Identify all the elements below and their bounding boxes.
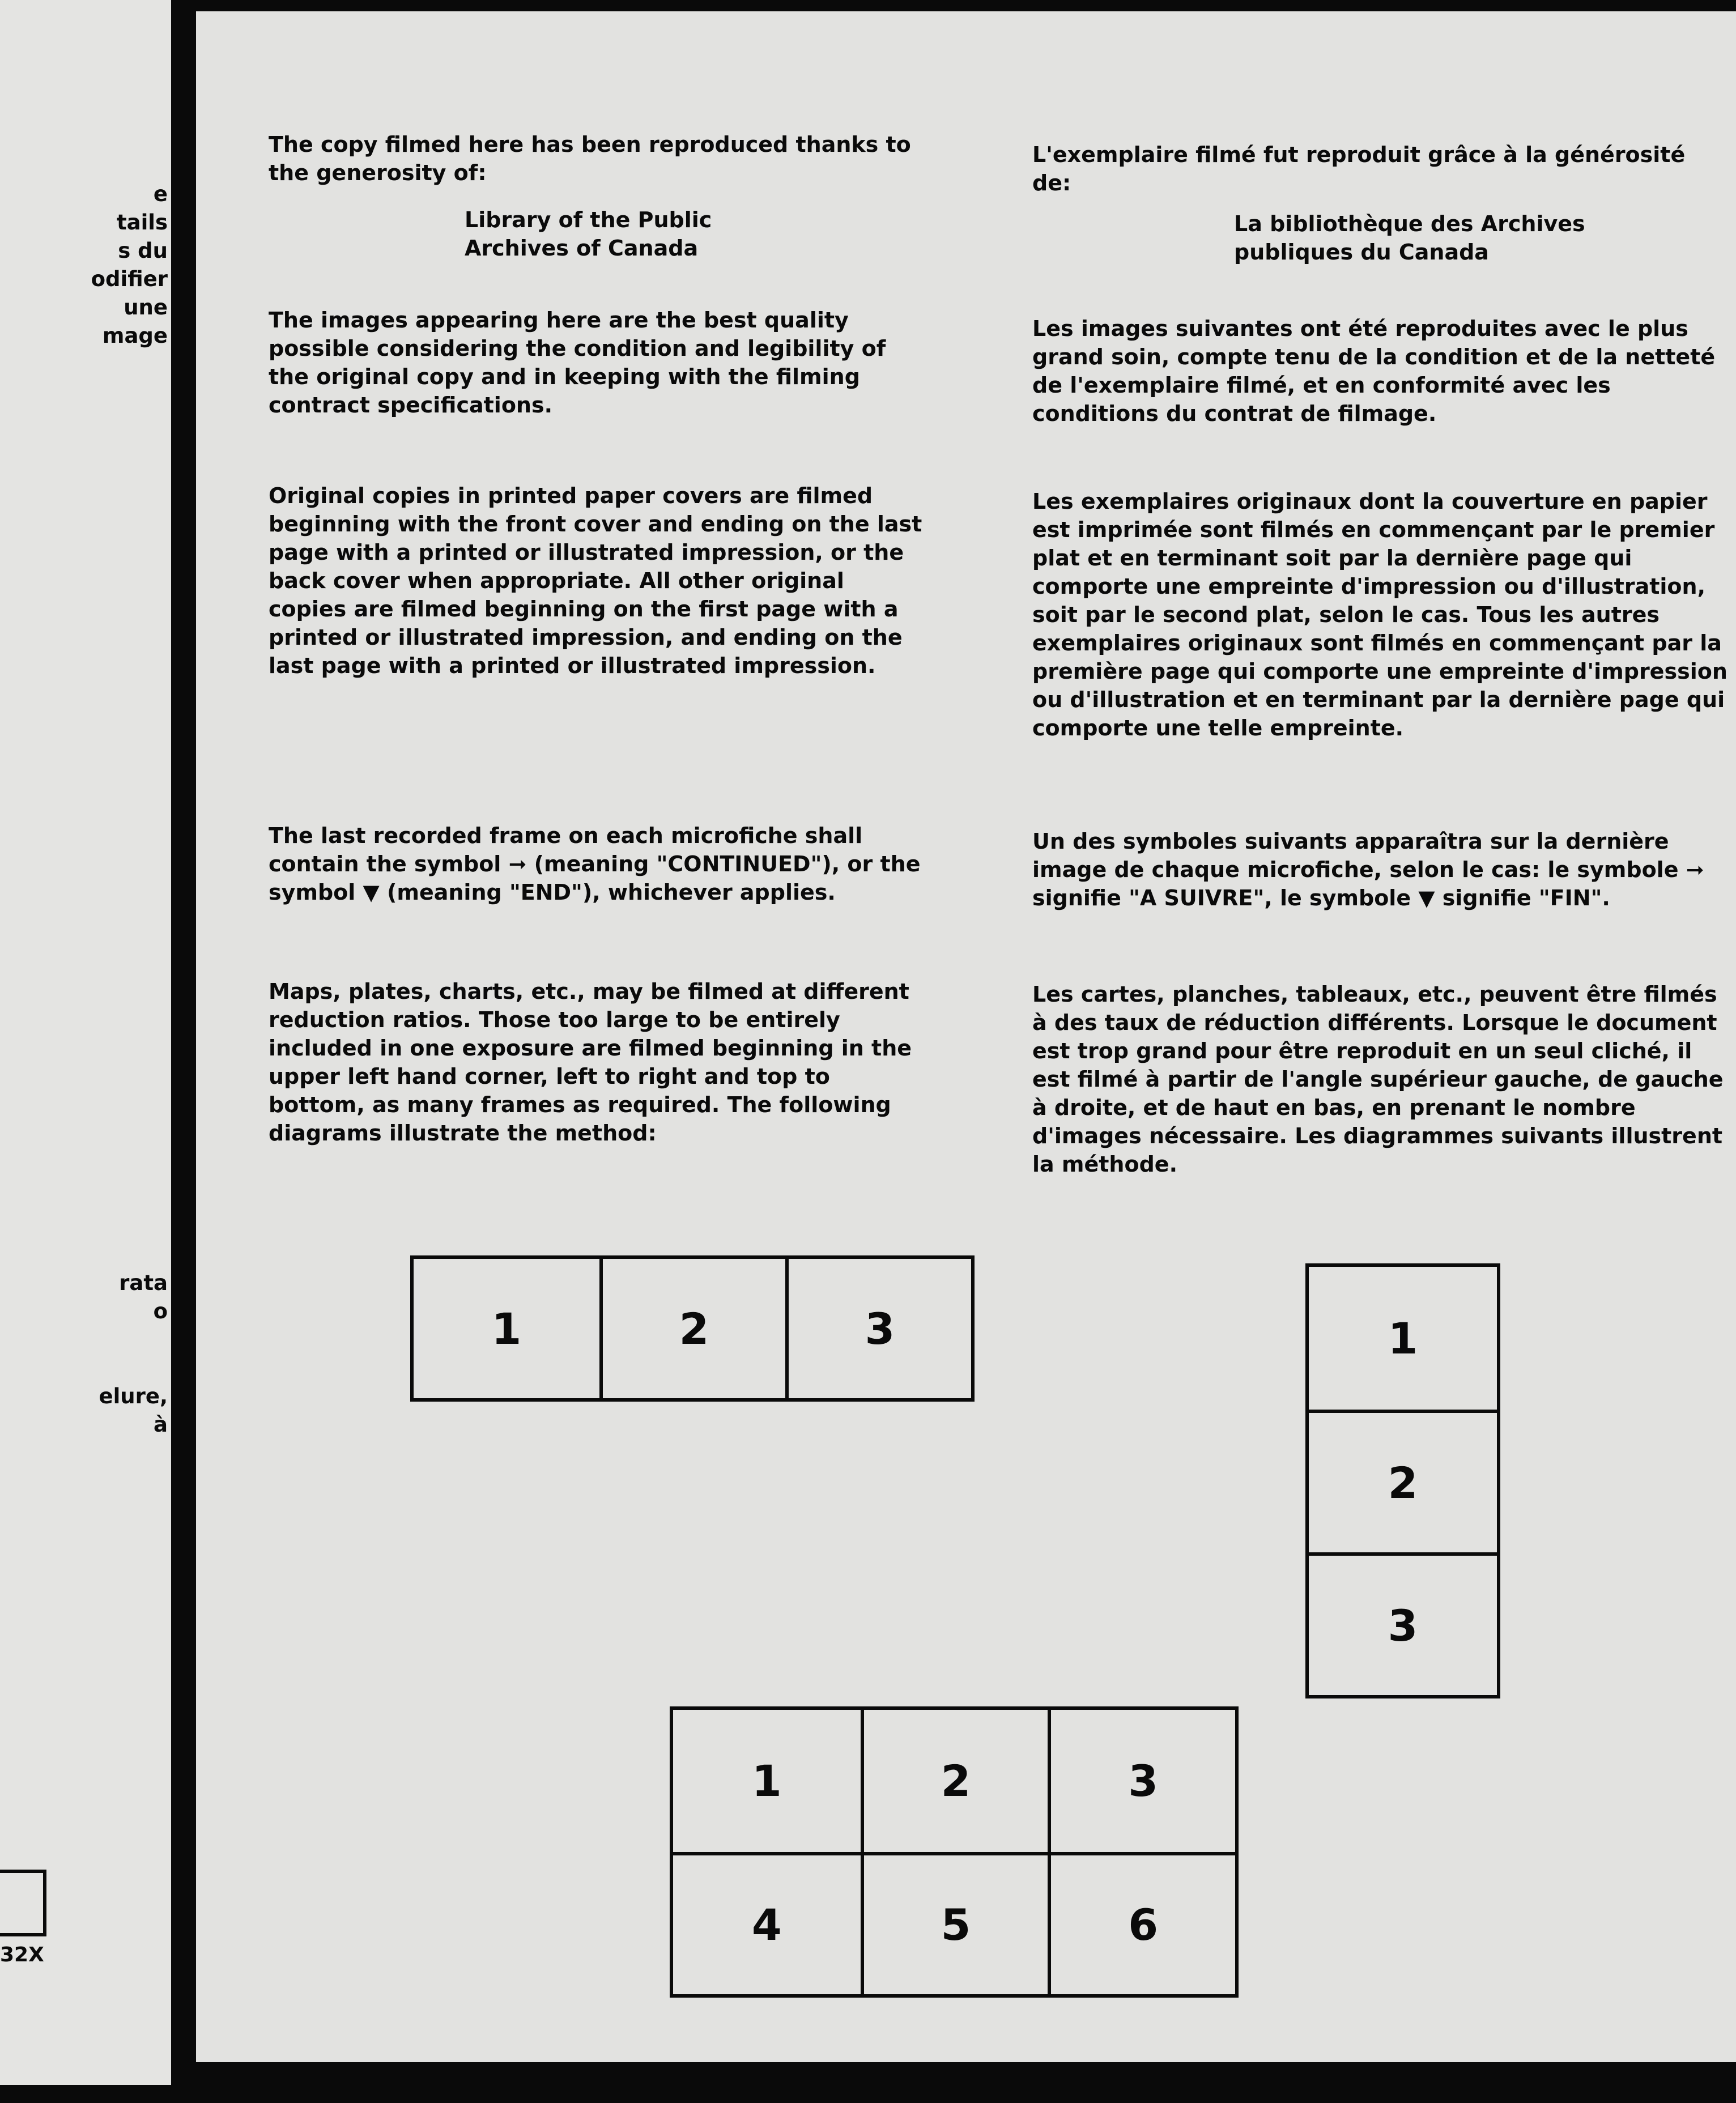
diagram-grid-frames xyxy=(670,1706,1239,1998)
french-acknowledgement: L'exemplaire filmé fut reproduit grâce à la générosité de: xyxy=(1032,142,1686,195)
french-filming-order: Les exemplaires originaux dont la couverture en papier est imprimée sont filmés en commençant par le premier plat et en terminant soit par la dernière page qui comporte une empreinte d'impression ou d'illustration, soit par le second plat, selon le cas. Tous les autres exemplaires originaux sont filmés en commençant par la première page qui comporte une empreinte d'impression ou d'illustration et en terminant par la dernière page qui comporte une telle empreinte. xyxy=(1032,489,1728,740)
previous-page-fragment: o xyxy=(153,1299,168,1323)
reduction-label: 32X xyxy=(0,1943,44,1966)
previous-page-fragment: une xyxy=(124,295,168,320)
french-quality-note: Les images suivantes ont été reproduites avec le plus grand soin, compte tenu de la condition et de la netteté de l'exemplaire filmé, et en conformité avec les conditions du contrat de filmage. xyxy=(1032,316,1716,426)
previous-page-fragment: e xyxy=(153,182,168,206)
diagram-horizontal-frames xyxy=(410,1255,975,1402)
frame-cell: 2 xyxy=(599,1259,785,1398)
frame-cell: 3 xyxy=(1048,1710,1235,1852)
frame-cell: 1 xyxy=(491,1303,522,1354)
microfiche-notice-page xyxy=(196,11,1736,2062)
frame-cell: 4 xyxy=(673,1852,861,1994)
previous-page-fragment: elure, xyxy=(99,1384,168,1408)
frame-cell: 1 xyxy=(751,1756,782,1806)
previous-page-fragment: tails xyxy=(116,210,168,235)
english-quality-note: The images appearing here are the best quality possible considering the condition and legibility of the original copy and in keeping with the filming contract specifications. xyxy=(269,308,886,418)
frame-cell: 2 xyxy=(1309,1410,1497,1552)
english-institution: Library of the Public Archives of Canada xyxy=(465,207,712,261)
french-maps-note: Les cartes, planches, tableaux, etc., peuvent être filmés à des taux de réduction différents. Lorsque le document est trop grand pour être reproduit en un seul cliché, il est filmé à partir de l'angle supérieur gauche, de gauche à droite, et de haut en bas, en prenant le nombre d'images nécessaire. Les diagrammes suivants illustrent la méthode. xyxy=(1032,982,1724,1177)
previous-page-fragment: à xyxy=(154,1412,168,1437)
frame-cell: 3 xyxy=(1309,1552,1497,1695)
frame-cell: 3 xyxy=(785,1259,971,1398)
english-acknowledgement: The copy filmed here has been reproduced thanks to the generosity of: xyxy=(269,132,911,185)
english-symbols-note: The last recorded frame on each microfiche shall contain the symbol ➞ (meaning "CONTINUED"), or the symbol ▼ (meaning "END"), whichever applies. xyxy=(269,823,921,905)
previous-page-fragment: rata xyxy=(119,1271,168,1295)
frame-cell: 6 xyxy=(1048,1852,1235,1994)
english-maps-note: Maps, plates, charts, etc., may be filmed at different reduction ratios. Those too large to be entirely included in one exposure are filmed beginning in the upper left hand corner, left to right and top to bottom, as many frames as required. The following diagrams illustrate the method: xyxy=(269,979,912,1146)
frame-cell: 5 xyxy=(861,1852,1048,1994)
diagram-vertical-frames xyxy=(1305,1263,1500,1698)
english-filming-order: Original copies in printed paper covers are filmed beginning with the front cover and ending on the last page with a printed or illustrated impression, or the back cover when appropriate. All other original copies are filmed beginning on the first page with a printed or illustrated impression, and ending on the last page with a printed or illustrated impression. xyxy=(269,483,922,678)
previous-page-fragment: mage xyxy=(102,323,168,348)
page-gutter xyxy=(171,0,196,2103)
frame-cell: 2 xyxy=(861,1710,1048,1852)
reduction-target-box xyxy=(0,1870,46,1936)
french-institution: La bibliothèque des Archives publiques du Canada xyxy=(1234,211,1585,265)
french-symbols-note: Un des symboles suivants apparaîtra sur la dernière image de chaque microfiche, selon le cas: le symbole ➞ signifie "A SUIVRE", le symbole ▼ signifie "FIN". xyxy=(1032,829,1704,910)
previous-page-fragment: s du xyxy=(118,239,168,263)
previous-page-fragment: odifier xyxy=(91,267,168,291)
frame-cell: 1 xyxy=(1388,1313,1418,1364)
previous-page-edge xyxy=(0,0,171,2085)
